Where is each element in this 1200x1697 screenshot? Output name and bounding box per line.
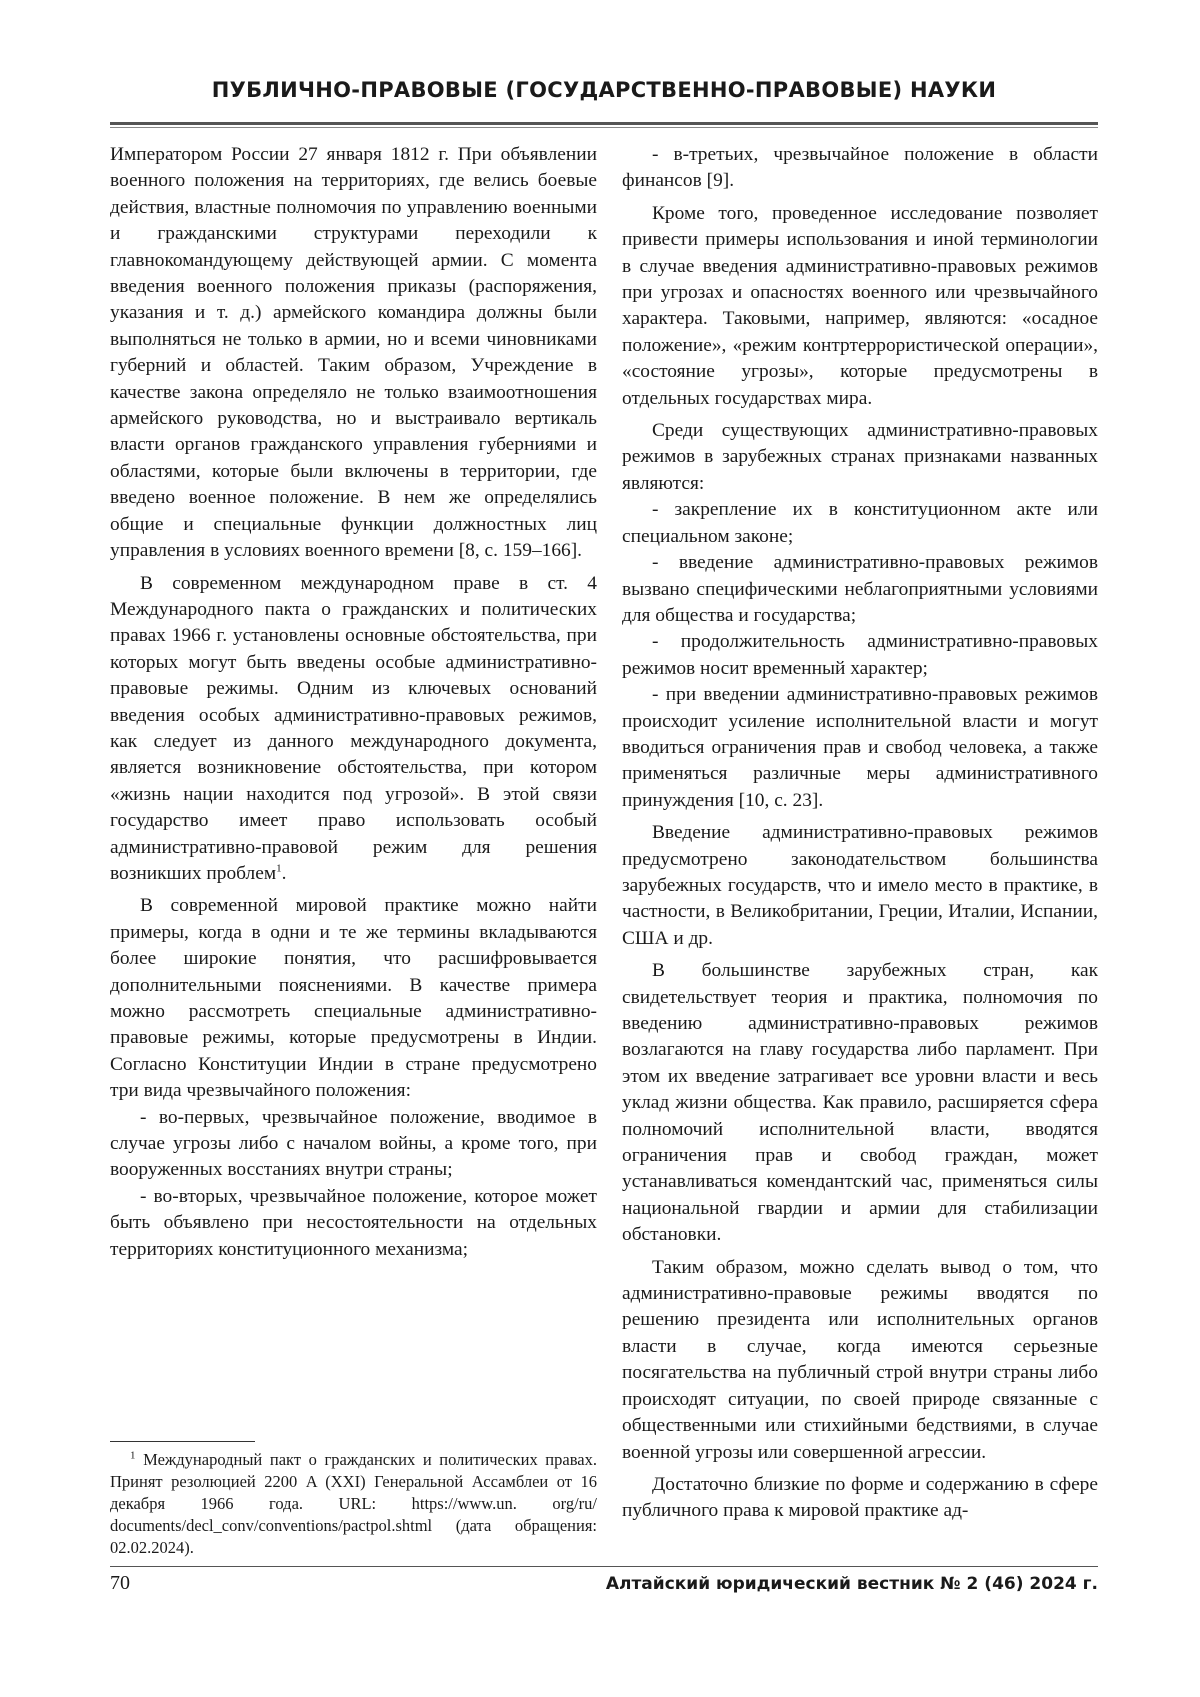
paragraph: Императором России 27 января 1812 г. При объявлении военного положения на территориях, где велись боевые действия, властные полномочия по управлению военными и гражданскими структурами переходили к главнокомандующему действующей армии. С момента введения военного положения приказы (распоряжения, указания и т. д.) армейского командира должны были выполняться не только в армии, но и всеми чиновниками губерний и областей. Таким образом, Учреждение в качестве закона определяло не только взаимоотношения армейского руководства, но и выстраивало вертикаль власти органов гражданского управления губерниями и областями, которые были включены в территории, где введено военное положение. В нем же определялись общие и специальные функции должностных лиц управления в условиях военного времени [8, с. 159–166]. <box>110 144 597 562</box>
header-rule-thin <box>110 127 1098 128</box>
right-column <box>622 142 1098 1531</box>
list-item: - закрепление их в конституционном акте или специальном законе; <box>622 499 1098 547</box>
paragraph: Кроме того, проведенное исследование позволяет привести примеры использования и иной терминологии в случае введения административно-правовых режимов при угрозах и опасностях военного или чрезвычайного характера. Таковыми, например, являются: «осадное положение», «режим контртеррористической операции», «состояние угрозы», которые предусмотрены в отдельных государствах мира. <box>622 202 1098 409</box>
section-header: ПУБЛИЧНО-ПРАВОВЫЕ (ГОСУДАРСТВЕННО-ПРАВОВЫЕ) НАУКИ <box>211 78 997 102</box>
footnote-reference[interactable]: 1 <box>276 862 282 875</box>
footnote-body: Международный пакт о гражданских и политических правах. Принят резолюцией 2200 A (XXI) Генеральной Ассамблеи от 16 декабря 1966 года. URL: https://www.un. org/ru/ documents/decl_conv/conventions/pactpol.shtml (дата обращения: 02.02.2024). <box>110 1450 597 1557</box>
footer-rule <box>110 1566 1098 1567</box>
list-item: - в-третьих, чрезвычайное положение в области финансов [9]. <box>622 144 1098 192</box>
paragraph-text: В современном международном праве в ст. 4 Международного пакта о гражданских и политических правах 1966 г. установлены основные обстоятельства, при которых могут быть введены особые административно-правовые режимы. Одним из ключевых оснований введения особых административно-правовых режимов, как следует из данного международного документа, является возникновение обстоятельства, при котором «жизнь нации находится под угрозой». В этой связи государство имеет право использовать особый административно-правовой режим для решения возникших проблем <box>110 572 597 884</box>
footnote-text <box>110 1449 597 1559</box>
paragraph: В большинстве зарубежных стран, как свидетельствует теория и практика, полномочия по введению административно-правовых режимов возлагаются на главу государства либо парламент. При этом их введение затрагивает все уровни власти и весь уклад жизни общества. Как правило, расширяется сфера полномочий исполнительной власти, вводятся ограничения прав и свобод граждан, может устанавливаться комендантский час, применяться силы национальной гвардии и армии для стабилизации обстановки. <box>622 960 1098 1246</box>
list-item: - введение административно-правовых режимов вызвано специфическими неблагоприятными условиями для общества и государства; <box>622 552 1098 626</box>
footnote <box>110 1449 597 1559</box>
paragraph <box>110 571 597 888</box>
paragraph: Достаточно близкие по форме и содержанию в сфере публичного права к мировой практике ад- <box>622 1473 1098 1522</box>
page-number: 70 <box>110 1572 130 1594</box>
list-item: - во-вторых, чрезвычайное положение, которое может быть объявлено при несостоятельности на отдельных территориях конституционного механизма; <box>110 1185 597 1260</box>
list-item: - во-первых, чрезвычайное положение, вводимое в случае угрозы либо с началом войны, а кроме того, при вооруженных восстаниях внутри страны; <box>110 1106 597 1181</box>
paragraph: В современной мировой практике можно найти примеры, когда в одни и те же термины вкладываются более широкие понятия, что расшифровывается дополнительными пояснениями. В качестве примера можно рассмотреть специальные административно-правовые режимы, которые предусмотрены в Индии. Согласно Конституции Индии в стране предусмотрено три вида чрезвычайного положения: <box>110 895 597 1102</box>
footnote-separator <box>110 1441 255 1442</box>
left-column <box>110 142 597 1263</box>
paragraph: Таким образом, можно сделать вывод о том, что административно-правовые режимы вводятся по решению президента или исполнительных органов власти в случае, когда имеются серьезные посягательства на публичный строй внутри страны либо происходят ситуации, по своей природе связанные с общественными или стихийными бедствиями, в случае военной угрозы или совершенной агрессии. <box>622 1256 1098 1463</box>
journal-title: Алтайский юридический вестник № 2 (46) 2024 г. <box>605 1574 1098 1594</box>
footnote-mark: 1 <box>130 1449 136 1462</box>
list-item: - продолжительность административно-правовых режимов носит временный характер; <box>622 631 1098 679</box>
paragraph: Введение административно-правовых режимов предусмотрено законодательством большинства зарубежных государств, что и имело место в практике, в частности, в Великобритании, Греции, Италии, Испании, США и др. <box>622 822 1098 949</box>
list-item: - при введении административно-правовых режимов происходит усиление исполнительной власти и могут вводиться ограничения прав и свобод человека, а также применяться различные меры административного принуждения [10, с. 23]. <box>622 684 1098 811</box>
header-rule <box>110 122 1098 125</box>
paragraph-end: . <box>281 862 287 884</box>
paragraph: Среди существующих административно-правовых режимов в зарубежных странах признаками названных являются: <box>622 420 1098 494</box>
